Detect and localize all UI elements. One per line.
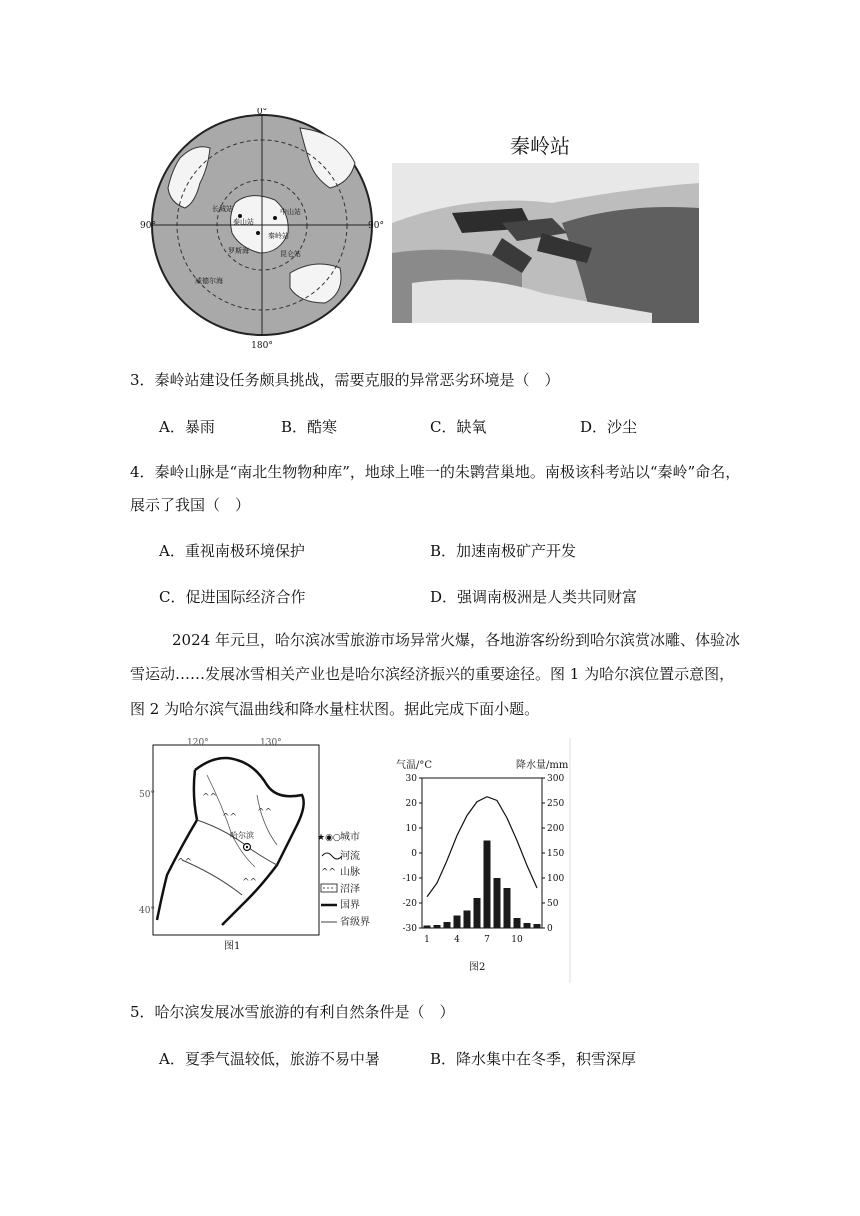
precip-bar bbox=[454, 916, 461, 929]
fig1-lon-label: 130° bbox=[260, 738, 282, 748]
legend-label: 城市 bbox=[340, 832, 360, 843]
passage-line-3: 图 2 为哈尔滨气温曲线和降水量柱状图。据此完成下面小题。 bbox=[130, 700, 540, 718]
fig1-caption: 图1 bbox=[224, 941, 241, 952]
question-5-option-b[interactable]: B．降水集中在冬季，积雪深厚 bbox=[430, 1050, 637, 1068]
station-dot bbox=[256, 231, 260, 235]
polar-map bbox=[140, 108, 385, 348]
question-3-stem: 3．秦岭站建设任务颇具挑战，需要克服的异常恶劣环境是（ ） bbox=[130, 371, 560, 389]
precip-bar bbox=[434, 925, 441, 928]
svg-text:^^: ^^ bbox=[202, 793, 218, 803]
legend-label: 省级界 bbox=[340, 917, 370, 928]
x-tick-label: 1 bbox=[424, 935, 430, 945]
passage-line-1: 2024 年元旦，哈尔滨冰雪旅游市场异常火爆，各地游客纷纷到哈尔滨赏冰雕、体验冰 bbox=[172, 631, 740, 649]
question-5-stem: 5．哈尔滨发展冰雪旅游的有利自然条件是（ ） bbox=[130, 1003, 455, 1021]
y-axis-label-right: 降水量/mm bbox=[516, 760, 569, 771]
y-tick-label-left: 20 bbox=[405, 799, 417, 809]
fig2-climate-chart bbox=[392, 738, 582, 983]
question-4-stem-line1: 4．秦岭山脉是“南北生物物种库”，地球上唯一的朱鹮营巢地。南极该科考站以“秦岭”命名， bbox=[130, 463, 741, 481]
map-label: 秦岭站 bbox=[268, 232, 289, 240]
legend-label: 山脉 bbox=[340, 867, 360, 878]
question-4-option-a[interactable]: A．重视南极环境保护 bbox=[159, 542, 305, 560]
x-tick-label: 4 bbox=[454, 935, 460, 945]
city-symbol-icon: ★◉○ bbox=[317, 833, 341, 843]
precip-bar bbox=[464, 911, 471, 929]
fig2-caption: 图2 bbox=[469, 962, 486, 973]
svg-text:^^: ^^ bbox=[177, 858, 193, 868]
precip-bar bbox=[504, 888, 511, 928]
lat-label-top: 0° bbox=[256, 108, 268, 117]
map-label: 威德尔海 bbox=[195, 277, 223, 285]
precip-bar bbox=[534, 924, 541, 928]
x-tick-label: 7 bbox=[484, 935, 490, 945]
fig1-lat-label: 50° bbox=[139, 790, 155, 800]
question-4-option-d[interactable]: D．强调南极洲是人类共同财富 bbox=[430, 588, 638, 606]
y-tick-label-right: 200 bbox=[547, 824, 565, 834]
y-tick-label-right: 300 bbox=[547, 774, 565, 784]
y-axis-label-left: 气温/°C bbox=[396, 760, 433, 771]
y-tick-label-right: 250 bbox=[547, 799, 565, 809]
x-tick-label: 10 bbox=[511, 935, 523, 945]
map-label: 长城站 bbox=[212, 205, 233, 213]
y-tick-label-left: 30 bbox=[405, 774, 417, 784]
question-4-stem-line2: 展示了我国（ ） bbox=[130, 496, 251, 514]
polar-map-figure bbox=[140, 108, 385, 348]
legend-label: 沼泽 bbox=[340, 884, 360, 895]
svg-text:^^: ^^ bbox=[257, 808, 273, 818]
lon-label-left: 90° bbox=[140, 221, 156, 231]
question-4-option-c[interactable]: C．促进国际经济合作 bbox=[159, 588, 306, 606]
fig1-legend bbox=[317, 830, 370, 928]
question-3-option-c[interactable]: C．缺氧 bbox=[430, 418, 487, 436]
precip-bar bbox=[524, 923, 531, 928]
y-tick-label-left: -20 bbox=[402, 899, 417, 909]
fig1-map-drawing bbox=[137, 735, 387, 955]
y-tick-label-right: 0 bbox=[547, 924, 553, 934]
question-3-option-b[interactable]: B．酷寒 bbox=[281, 418, 338, 436]
fig2-chart-svg bbox=[392, 738, 582, 983]
svg-text:^^: ^^ bbox=[222, 813, 238, 823]
harbin-label: 哈尔滨 bbox=[230, 831, 254, 840]
station-photo bbox=[392, 163, 699, 323]
question-5-option-a[interactable]: A．夏季气温较低，旅游不易中暑 bbox=[159, 1050, 380, 1068]
y-tick-label-left: -30 bbox=[402, 924, 417, 934]
plot-frame bbox=[422, 778, 542, 928]
legend-label: 国界 bbox=[340, 900, 360, 911]
question-3-option-a[interactable]: A．暴雨 bbox=[159, 418, 215, 436]
lon-label-right: 90° bbox=[368, 221, 384, 231]
precip-bar bbox=[514, 918, 521, 928]
map-label: 泰山站 bbox=[233, 218, 254, 226]
y-tick-label-left: 10 bbox=[405, 824, 417, 834]
fig1-lat-label: 40° bbox=[139, 906, 155, 916]
map-label: 中山站 bbox=[280, 208, 301, 216]
river-symbol-icon bbox=[322, 853, 342, 859]
legend-label: 河流 bbox=[340, 851, 360, 862]
fig1-lon-label: 120° bbox=[187, 738, 209, 748]
question-3-option-d[interactable]: D．沙尘 bbox=[580, 418, 638, 436]
precip-bar bbox=[444, 922, 451, 928]
station-dot bbox=[273, 216, 277, 220]
fig1-location-map bbox=[137, 735, 387, 955]
lat-label-bottom: 180° bbox=[251, 341, 273, 348]
y-tick-label-right: 150 bbox=[547, 849, 565, 859]
station-photo-title: 秦岭站 bbox=[510, 134, 570, 158]
svg-text:^^: ^^ bbox=[242, 878, 258, 888]
y-tick-label-left: 0 bbox=[411, 849, 417, 859]
map-label: 昆仑站 bbox=[280, 250, 301, 258]
question-4-option-b[interactable]: B．加速南极矿产开发 bbox=[430, 542, 577, 560]
passage-line-2: 雪运动……发展冰雪相关产业也是哈尔滨经济振兴的重要途径。图 1 为哈尔滨位置示意图， bbox=[130, 665, 735, 683]
precip-bar bbox=[494, 878, 501, 928]
map-label: 罗斯海 bbox=[228, 247, 249, 255]
station-photo-drawing bbox=[392, 163, 699, 323]
mountain-symbol-icon: ^^ bbox=[321, 868, 337, 878]
precip-bar bbox=[424, 926, 431, 929]
y-tick-label-right: 50 bbox=[547, 899, 559, 909]
precip-bar bbox=[474, 898, 481, 928]
y-tick-label-right: 100 bbox=[547, 874, 565, 884]
precip-bar bbox=[484, 841, 491, 929]
y-tick-label-left: -10 bbox=[402, 874, 417, 884]
